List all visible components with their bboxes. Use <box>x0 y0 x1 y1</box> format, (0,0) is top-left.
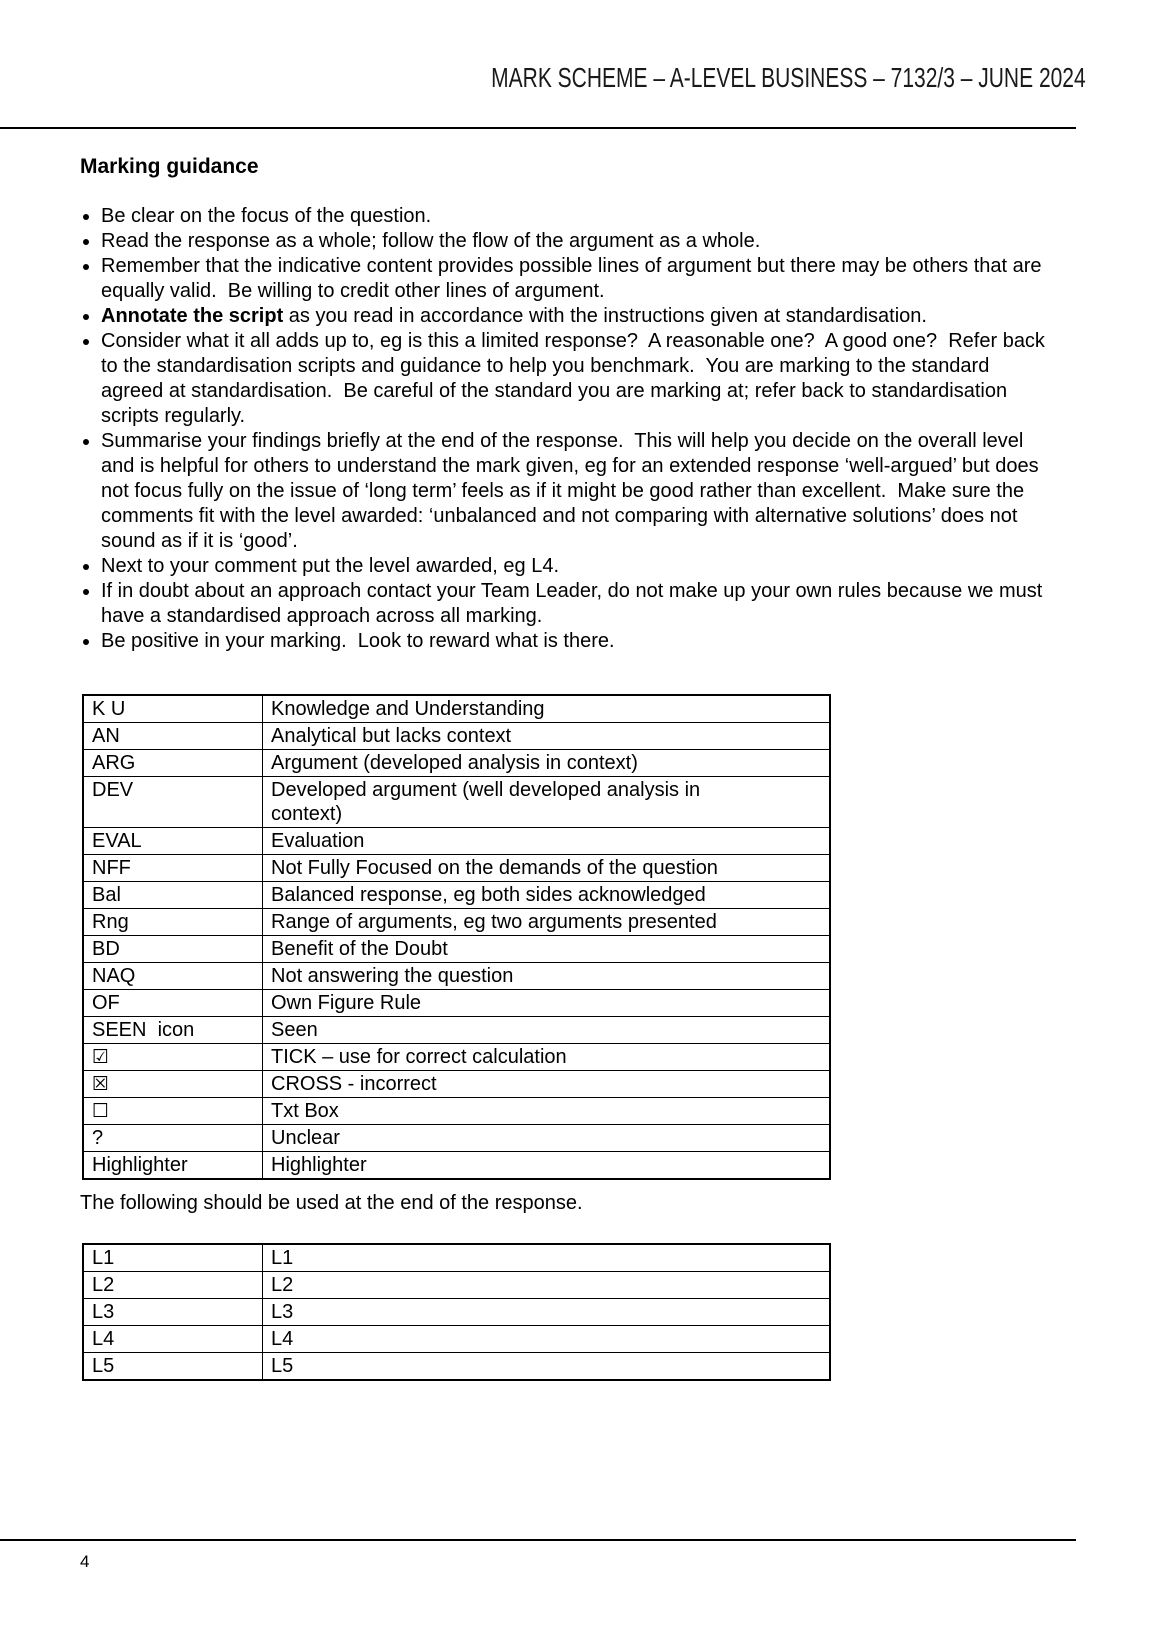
annotation-row-code-cell <box>83 1017 263 1044</box>
annotation-row-meaning-cell <box>263 909 831 936</box>
annotation-row-meaning: Developed argument (well developed analysis in context) <box>271 779 706 825</box>
level-row-meaning-cell <box>263 1353 831 1381</box>
bullet-text: as you read in accordance with the instructions given at standardisation. <box>283 305 927 327</box>
level-row-meaning: L4 <box>271 1328 294 1350</box>
level-row-meaning: L5 <box>271 1355 294 1377</box>
annotation-row-code: Bal <box>92 884 121 906</box>
annotation-row-meaning-cell <box>263 963 831 990</box>
annotation-row-code-cell <box>83 1044 263 1071</box>
annotation-row-meaning: Evaluation <box>271 830 365 852</box>
guidance-bullet <box>101 304 1051 329</box>
annotation-row <box>83 828 830 855</box>
bullet-text: Remember that the indicative content provides possible lines of argument but there may be others that are equally valid. Be willing to credit other lines of argument. <box>101 255 1048 302</box>
annotation-row-code-cell <box>83 1071 263 1098</box>
guidance-bullet <box>101 329 1051 429</box>
annotation-row-meaning-cell <box>263 882 831 909</box>
level-row-code-cell <box>83 1299 263 1326</box>
annotation-row-meaning-cell <box>263 695 831 723</box>
annotation-row <box>83 855 830 882</box>
annotation-row <box>83 1152 830 1180</box>
annotation-row-code-cell <box>83 828 263 855</box>
level-row-code: L4 <box>92 1328 115 1350</box>
level-row-meaning: L1 <box>271 1247 294 1269</box>
annotation-row-meaning-cell <box>263 1125 831 1152</box>
annotation-row <box>83 723 830 750</box>
guidance-bullet <box>101 429 1051 554</box>
annotation-row-meaning-cell <box>263 1017 831 1044</box>
annotation-row-meaning: Balanced response, eg both sides acknowledged <box>271 884 706 906</box>
annotation-row-meaning: Highlighter <box>271 1154 367 1176</box>
guidance-bullet-list <box>80 204 1051 654</box>
annotation-row-code: ARG <box>92 752 136 774</box>
page-number: 4 <box>80 1552 90 1571</box>
section-heading: Marking guidance <box>80 155 259 178</box>
annotation-row-meaning: CROSS - incorrect <box>271 1073 437 1095</box>
guidance-bullet <box>101 579 1051 629</box>
annotation-row-meaning: Seen <box>271 1019 318 1041</box>
bullet-bold-text: Annotate the script <box>101 305 284 327</box>
annotation-row-code: EVAL <box>92 830 142 852</box>
page-header-title: MARK SCHEME – A-LEVEL BUSINESS – 7132/3 – JUNE 2024 <box>491 62 1086 93</box>
bullet-text: If in doubt about an approach contact your Team Leader, do not make up your own rules because we must have a standardised approach across all marking. <box>101 580 1048 627</box>
level-row-code: L1 <box>92 1247 115 1269</box>
bullet-text: Summarise your findings briefly at the end of the response. This will help you decide on the overall level and is helpful for others to understand the mark given, eg for an extended response ‘well-argued’ but does not focus fully on the issue of ‘long term’ feels as if it might be good rather than excellent. Make sure the comments fit with the level awarded: ‘unbalanced and not comparing with alternative solutions’ does not sound as if it is ‘good’. <box>101 430 1045 552</box>
annotation-row-meaning-cell <box>263 723 831 750</box>
level-row <box>83 1244 830 1272</box>
annotation-row-meaning-cell <box>263 1098 831 1125</box>
annotation-row-meaning: Unclear <box>271 1127 340 1149</box>
bullet-text: Read the response as a whole; follow the flow of the argument as a whole. <box>101 230 761 252</box>
level-row-meaning-cell <box>263 1299 831 1326</box>
annotation-row <box>83 1017 830 1044</box>
annotation-row-code-cell <box>83 1098 263 1125</box>
annotation-row-meaning-cell <box>263 1044 831 1071</box>
annotation-row-code-cell <box>83 909 263 936</box>
bullet-text: Be positive in your marking. Look to reward what is there. <box>101 630 615 652</box>
level-row-meaning-cell <box>263 1244 831 1272</box>
annotation-row-meaning: Own Figure Rule <box>271 992 422 1014</box>
levels-note: The following should be used at the end of the response. <box>80 1192 583 1214</box>
level-row <box>83 1353 830 1381</box>
text-box-icon: ☐ <box>92 1100 110 1122</box>
annotation-row-code: NFF <box>92 857 131 879</box>
annotation-row-code: Highlighter <box>92 1154 188 1176</box>
annotation-row-meaning: TICK – use for correct calculation <box>271 1046 567 1068</box>
annotation-row-meaning: Analytical but lacks context <box>271 725 512 747</box>
annotation-row-meaning-cell <box>263 1071 831 1098</box>
level-row-code: L5 <box>92 1355 115 1377</box>
annotation-row-code-cell <box>83 1125 263 1152</box>
level-row <box>83 1326 830 1353</box>
level-row-meaning: L3 <box>271 1301 294 1323</box>
level-row-meaning-cell <box>263 1272 831 1299</box>
annotation-row-code: ? <box>92 1127 104 1149</box>
annotation-row-meaning: Benefit of the Doubt <box>271 938 448 960</box>
annotations-table <box>82 694 831 1180</box>
annotation-row-code: K U <box>92 698 126 720</box>
annotation-row <box>83 1098 830 1125</box>
annotation-row <box>83 936 830 963</box>
annotation-row-code: AN <box>92 725 120 747</box>
guidance-bullet <box>101 629 1051 654</box>
annotation-row <box>83 909 830 936</box>
tick-checkbox-icon: ☑ <box>92 1046 110 1068</box>
annotation-row-code-cell <box>83 750 263 777</box>
annotation-row-code-cell <box>83 963 263 990</box>
annotation-row <box>83 1125 830 1152</box>
level-row-code-cell <box>83 1272 263 1299</box>
annotation-row <box>83 777 830 828</box>
annotation-row-code-cell <box>83 936 263 963</box>
annotation-row <box>83 990 830 1017</box>
annotation-row-meaning-cell <box>263 1152 831 1180</box>
annotation-row-meaning: Knowledge and Understanding <box>271 698 545 720</box>
annotation-row-meaning: Txt Box <box>271 1100 339 1122</box>
level-row-meaning: L2 <box>271 1274 294 1296</box>
level-row-code: L3 <box>92 1301 115 1323</box>
annotation-row <box>83 963 830 990</box>
annotation-row-code: Rng <box>92 911 129 933</box>
footer-rule <box>0 1539 1076 1541</box>
annotation-row-meaning: Argument (developed analysis in context) <box>271 752 638 774</box>
annotation-row <box>83 1071 830 1098</box>
annotation-row <box>83 750 830 777</box>
guidance-bullet <box>101 554 1051 579</box>
annotation-row-code: OF <box>92 992 120 1014</box>
bullet-text: Next to your comment put the level awarded, eg L4. <box>101 555 560 577</box>
annotation-row-meaning-cell <box>263 750 831 777</box>
level-row-code-cell <box>83 1353 263 1381</box>
annotation-row-code-cell <box>83 723 263 750</box>
annotation-row <box>83 695 830 723</box>
guidance-bullet <box>101 204 1051 229</box>
annotation-row-meaning: Not answering the question <box>271 965 514 987</box>
bullet-text: Be clear on the focus of the question. <box>101 205 432 227</box>
annotation-row-code-cell <box>83 882 263 909</box>
annotation-row-code-cell <box>83 777 263 828</box>
annotation-row-code-cell <box>83 695 263 723</box>
header-rule <box>0 127 1076 129</box>
annotation-row-meaning-cell <box>263 990 831 1017</box>
annotation-row-meaning-cell <box>263 936 831 963</box>
annotation-row <box>83 1044 830 1071</box>
level-row <box>83 1299 830 1326</box>
annotation-row-code-cell <box>83 855 263 882</box>
annotation-row-code: BD <box>92 938 120 960</box>
annotation-row-code: SEEN icon <box>92 1019 195 1041</box>
level-row-code-cell <box>83 1326 263 1353</box>
level-row <box>83 1272 830 1299</box>
level-row-meaning-cell <box>263 1326 831 1353</box>
annotation-row-code-cell <box>83 990 263 1017</box>
guidance-bullet <box>101 229 1051 254</box>
annotation-row-meaning: Range of arguments, eg two arguments presented <box>271 911 717 933</box>
annotation-row-code: NAQ <box>92 965 136 987</box>
annotation-row <box>83 882 830 909</box>
level-row-code: L2 <box>92 1274 115 1296</box>
annotation-row-code: DEV <box>92 779 134 801</box>
level-row-code-cell <box>83 1244 263 1272</box>
annotation-row-code-cell <box>83 1152 263 1180</box>
cross-checkbox-icon: ☒ <box>92 1073 110 1095</box>
annotation-row-meaning-cell <box>263 828 831 855</box>
bullet-text: Consider what it all adds up to, eg is this a limited response? A reasonable one? A good one? Refer back to the standardisation scripts and guidance to help you benchmark. You are marking to the standard agreed at standardisation. Be careful of the standard you are marking at; refer back to standardisation scripts regularly. <box>101 330 1051 427</box>
annotation-row-meaning-cell <box>263 855 831 882</box>
guidance-bullet <box>101 254 1051 304</box>
annotation-row-meaning-cell <box>263 777 831 828</box>
annotation-row-meaning: Not Fully Focused on the demands of the question <box>271 857 718 879</box>
levels-table <box>82 1243 831 1381</box>
